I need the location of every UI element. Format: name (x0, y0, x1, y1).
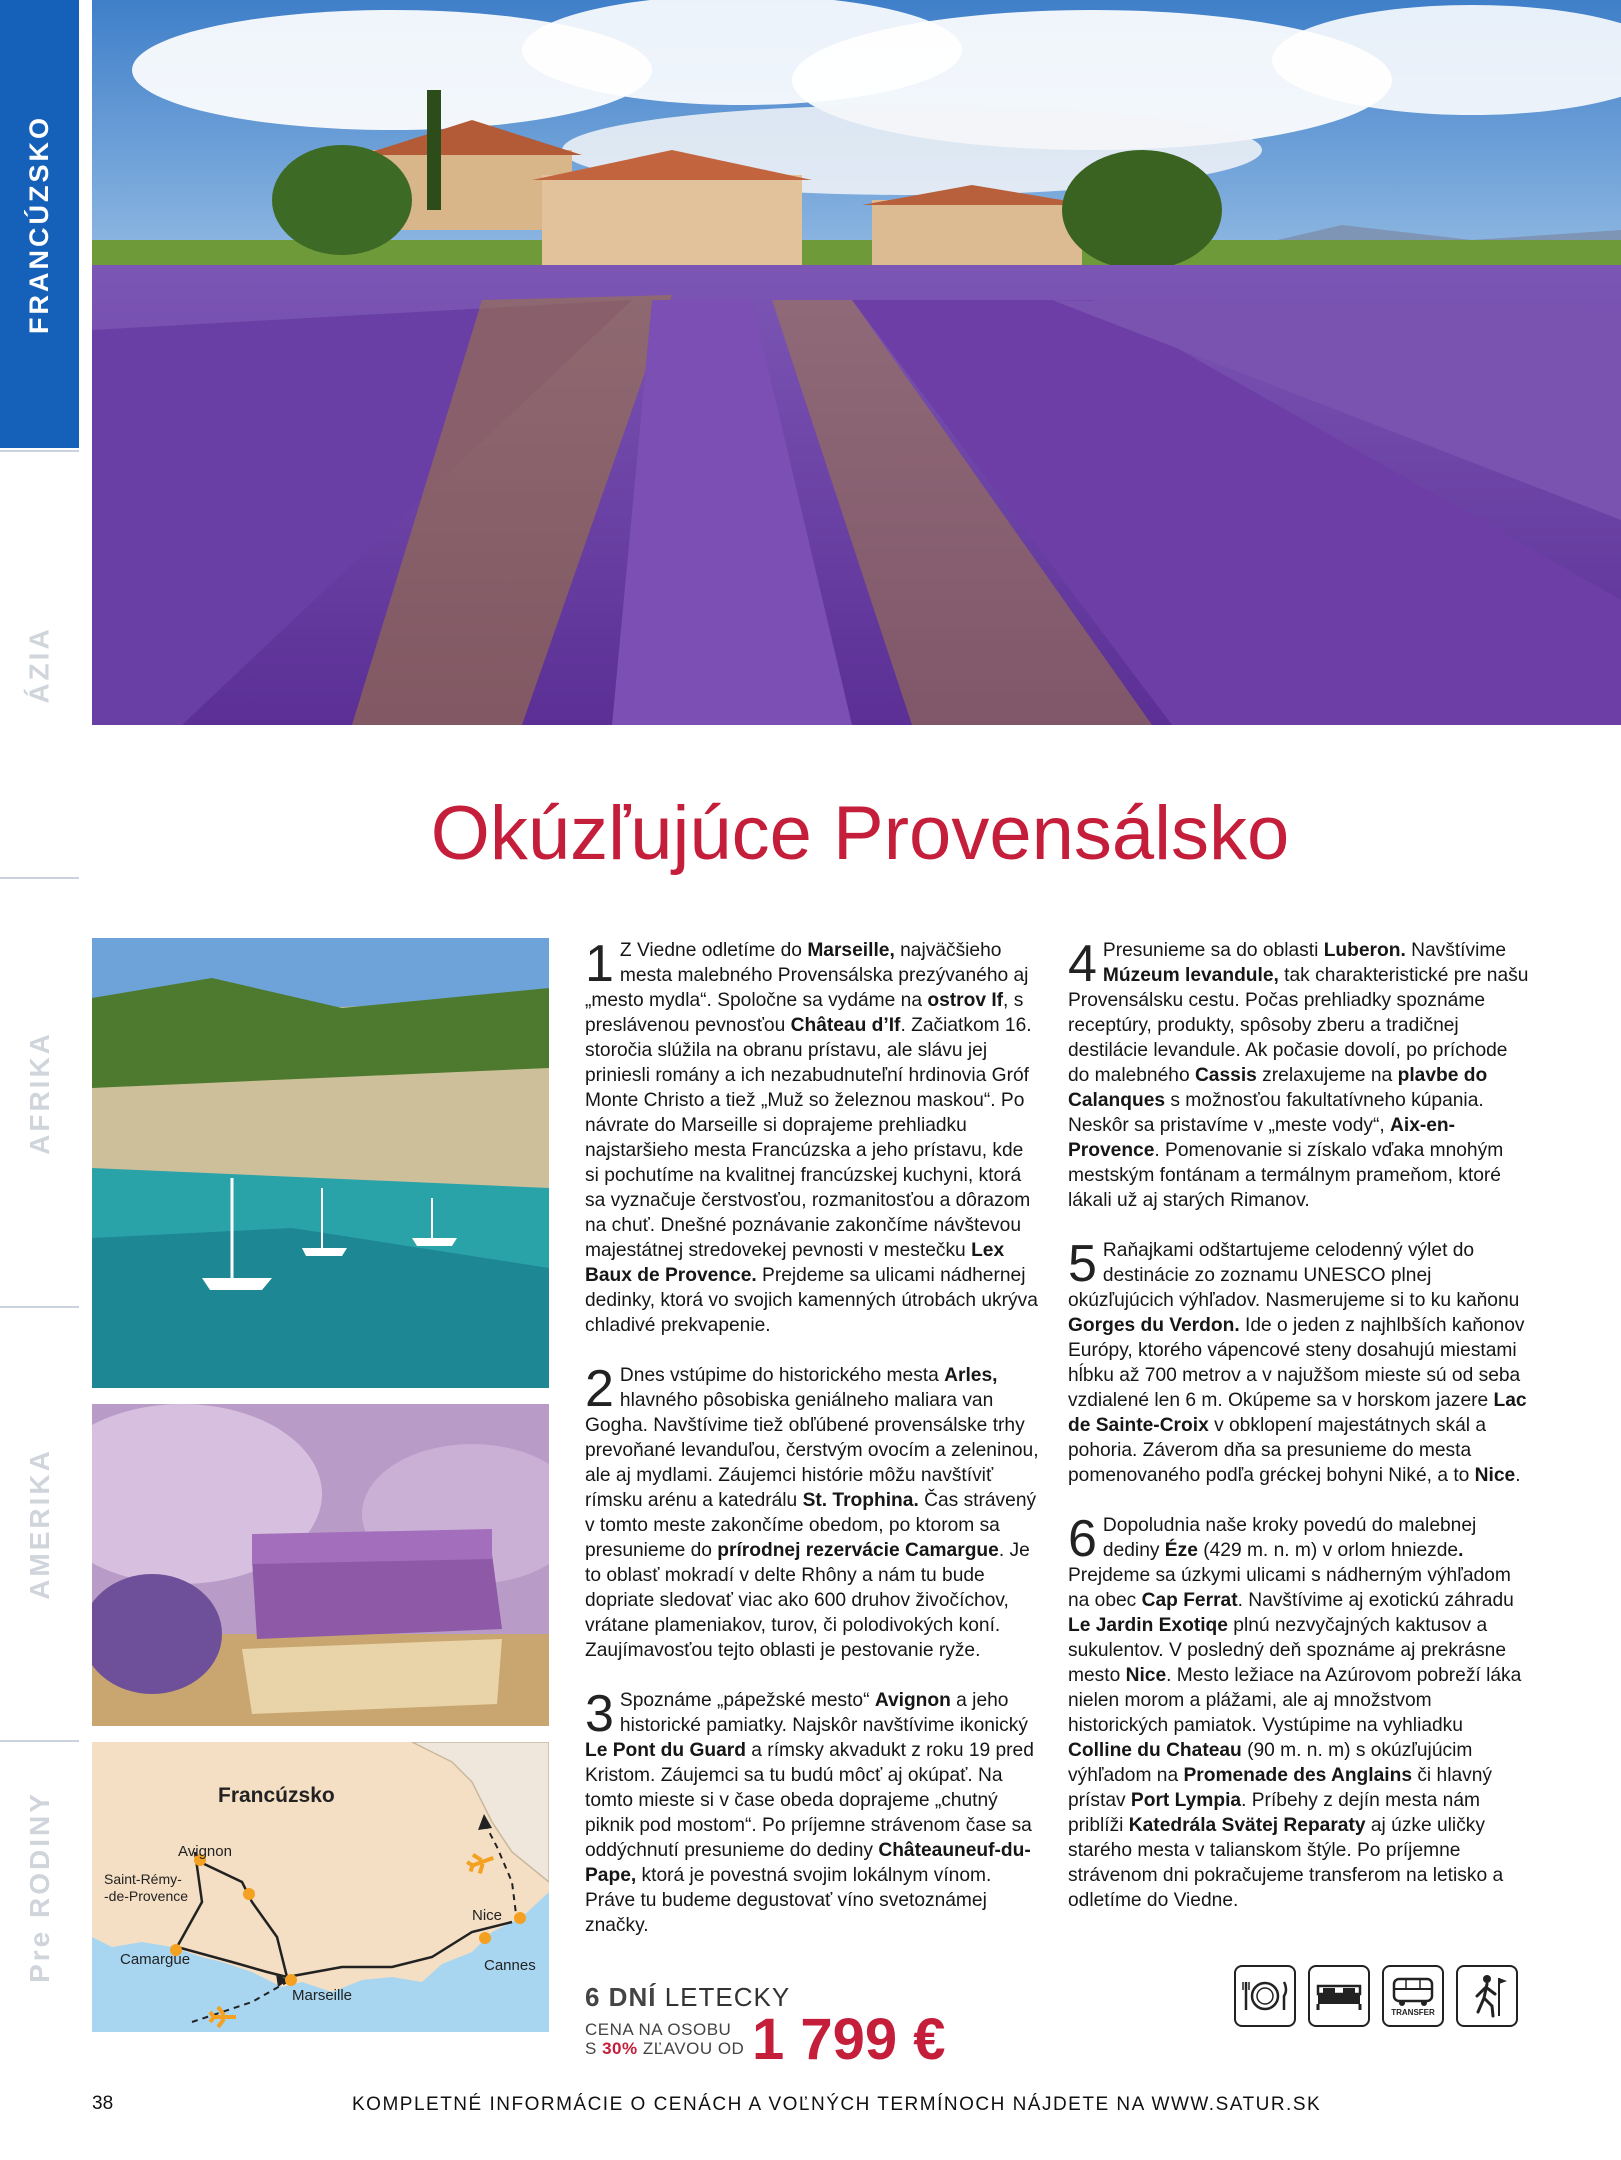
tab-pre-rodiny[interactable]: Pre RODINY (23, 1791, 55, 1983)
lavender-soap-photo (92, 1404, 549, 1726)
day-4-text: 4 Presunieme sa do oblasti Luberon. Navštívime Múzeum levandule, tak charakteristické pre našu Provensálsku cestu. Počas prehliadky spoznáme receptúry, produkty, spôsoby zberu a tradičnej destilácie levandule. Ak počasie dovolí, po príchode do malebného Cassis zrelaxujeme na plavbe do Calanques s možnosťou fakultatívneho kúpania. Neskôr sa pristavíme v „meste vody“, Aix-en-Provence. Pomenovanie si získalo vďaka mnohým mestským fontánam a termálnym prameňom, ktoré lákali už aj starých Rimanov. (1068, 935, 1529, 1211)
tab-amerika[interactable]: AMERIKA (23, 1448, 55, 1600)
meals-icon (1234, 1965, 1296, 2027)
map-city-nice: Nice (472, 1907, 503, 1924)
map-city-marseille: Marseille (292, 1987, 353, 2004)
map-city-cannes: Cannes (484, 1957, 536, 1974)
map-country-label: Francúzsko (218, 1784, 335, 1807)
itinerary-column-right (1068, 935, 1530, 1938)
map-city-camargue: Camargue (120, 1951, 191, 1968)
section-sidebar (0, 0, 79, 2160)
page-number: 38 (92, 2093, 114, 2114)
tab-azia[interactable]: ÁZIA (23, 625, 55, 704)
tab-francuzsko[interactable]: FRANCÚZSKO (0, 0, 79, 448)
transfer-bus-icon (1382, 1965, 1444, 2027)
route-map (92, 1742, 549, 2032)
trip-duration: 6 DNÍ LETECKY (585, 1982, 791, 2012)
transfer-label: TRANSFER (1391, 2007, 1435, 2017)
tab-afrika[interactable]: AFRIKA (23, 1030, 55, 1155)
map-city-saint-remy-line1: Saint-Rémy- (104, 1871, 182, 1887)
hiking-icon (1456, 1965, 1518, 2027)
page-title: Okúzľujúce Provensálsko (430, 791, 1290, 876)
bed-icon (1308, 1965, 1370, 2027)
itinerary-column-left (585, 935, 1040, 1963)
day-3-text: 3 Spoznáme „pápežské mesto“ Avignon a jeho historické pamiatky. Najskôr navštívime ikonický Le Pont du Guard a rímsky akvadukt z roku 19 pred Kristom. Záujemci sa tu budú môcť aj okúpať. Na tomto mieste si v čase obeda doprajeme „chutný piknik pod mostom“. Po príjemne strávenom čase sa oddýchnutí presunieme do dediny Châteauneuf-du-Pape, ktorá je povestná svojim lokálnym vínom. Práve tu budeme degustovať víno svetoznámej značky. (585, 1685, 1034, 1936)
price-value: 1 799 € (752, 2007, 946, 2072)
calanques-bay-photo (92, 938, 549, 1388)
day-1-text: 1 Z Viedne odletíme do Marseille, najväčšieho mesta malebného Provensálska prezývaného aj „mesto mydla“. Spoločne sa vydáme na ostrov If, s preslávenou pevnosťou Château d’If. Začiatkom 16. storočia slúžila na obranu prístavu, ale slávu jej priniesli romány a ich nezabudnuteľní hrdinovia Gróf Monte Christo a tiež „Muž so železnou maskou“. Po návrate do Marseille si doprajeme prehliadku najstaršieho mesta Francúzska a jeho prístavu, kde si pochutíme na kvalitnej francúzskej kuchyni, ktorá sa vyznačuje čerstvosťou, rozmanitosťou a dôrazom na chuť. Dnešné poznávanie zakončíme návštevou majestátnej stredovekej pevnosti v mestečku Lex Baux de Provence. Prejdeme sa ulicami nádhernej dedinky, ktorá vo svojich kamenných útrobách ukrýva chladivé prekvapenie. (585, 935, 1038, 1336)
day-5-text: 5 Raňajkami odštartujeme celodenný výlet do destinácie zo zoznamu UNESCO plnej okúzľujúcich výhľadov. Nasmerujeme si to ku kaňonu Gorges du Verdon. Ide o jeden z najhlbších kaňonov Európy, ktorého vápencové steny dosahujú miestami hĺbku až 700 metrov a v najužšom mieste sú od seba vzdialené len 6 m. Okúpeme sa v horskom jazere Lac de Sainte-Croix v obklopení majestátnych skál a pohoria. Záverom dňa sa presunieme do mesta pomenovaného podľa gréckej bohyni Niké, a to Nice. (1068, 1235, 1527, 1486)
map-city-saint-remy-line2: -de-Provence (104, 1888, 189, 1904)
hero-lavender-photo (92, 0, 1621, 725)
map-city-avignon: Avignon (178, 1843, 232, 1860)
day-6-text: 6 Dopoludnia naše kroky povedú do malebnej dediny Éze (429 m. n. m) v orlom hniezde. Prejdeme sa úzkymi ulicami s nádherným výhľadom na obec Cap Ferrat. Navštívime aj exotickú záhradu Le Jardin Exotiqe plnú nezvyčajných kaktusov a sukulentov. V posledný deň spoznáme aj prekrásne mesto Nice. Mesto ležiace na Azúrovom pobreží láka nielen morom a plážami, ale aj množstvom historických pamiatok. Vystúpime na vyhliadku Colline du Chateau (90 m. n. m) s okúzľujúcim výhľadom na Promenade des Anglains či hlavný prístav Port Lympia. Príbehy z dejín mesta nám priblíži Katedrála Svätej Reparaty aj úzke uličky starého mesta v talianskom štýle. Po príjemne strávenom dni pokračujeme transferom na letisko a odletíme do Viedne. (1068, 1510, 1522, 1911)
price-label: CENA NA OSOBU S 30% ZĽAVOU OD (585, 2020, 745, 2058)
amenity-icons (1234, 1965, 1518, 2027)
info-footer-line: KOMPLETNÉ INFORMÁCIE O CENÁCH A VOĽNÝCH TERMÍNOCH NÁJDETE NA WWW.SATUR.SK (352, 2094, 1322, 2115)
day-2-text: 2 Dnes vstúpime do historického mesta Arles, hlavného pôsobiska geniálneho maliara van Gogha. Navštívime tiež obľúbené provensálske trhy prevoňané levanduľou, čerstvým ovocím a zeleninou, ale aj mydlami. Záujemci histórie môžu navštíviť rímsku arénu a katedrálu St. Trophina. Čas strávený v tomto meste zakončíme obedom, po ktorom sa presunieme do prírodnej rezervácie Camargue. Je to oblasť mokradí v delte Rhôny a nám tu bude dopriate sledovať viac ako 600 druhov živočíchov, vrátane plameniakov, turov, či polodivokých koní. Zaujímavosťou tejto oblasti je pestovanie ryže. (585, 1360, 1039, 1661)
